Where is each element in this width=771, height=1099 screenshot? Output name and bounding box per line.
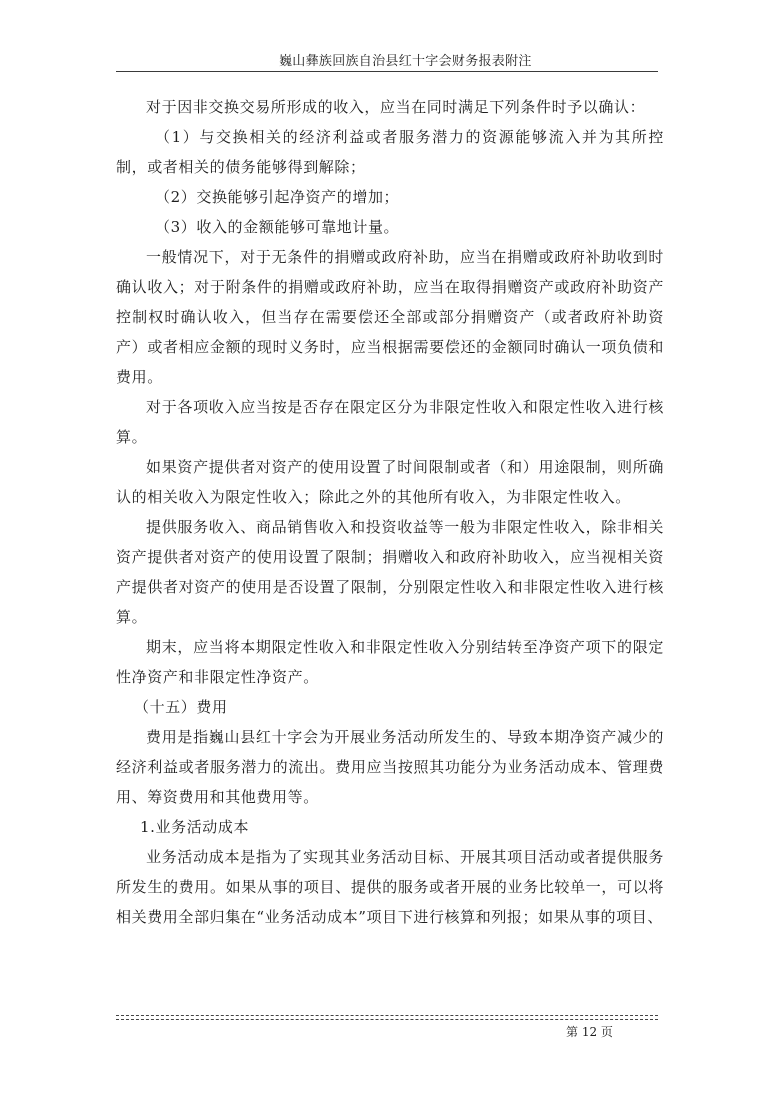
header-rule [116, 71, 658, 72]
paragraph-restricted-definition: 如果资产提供者对资产的使用设置了时间限制或者（和）用途限制，则所确认的相关收入为限定性收入；除此之外的其他所有收入，为非限定性收入。 [116, 458, 664, 506]
paragraph-restricted-classification: 对于各项收入应当按是否存在限定区分为非限定性收入和限定性收入进行核算。 [116, 398, 664, 446]
paragraph-condition-3: （3）收入的金额能够可靠地计量。 [155, 218, 400, 236]
section-heading-expenses: （十五）费用 [134, 698, 228, 716]
paragraph-donation-recognition: 一般情况下，对于无条件的捐赠或政府补助，应当在捐赠或政府补助收到时确认收入；对于附条件的捐赠或政府补助，应当在取得捐赠资产或政府补助资产控制权时确认收入，但当存在需要偿还全部或部分捐赠资产（或者政府补助资产）或者相应金额的现时义务时，应当根据需要偿还的金额同时确认一项负债和费用。 [116, 248, 664, 386]
header-title: 巍山彝族回族自治县红十字会财务报表附注 [279, 54, 532, 69]
paragraph-expense-definition: 费用是指巍山县红十字会为开展业务活动所发生的、导致本期净资产减少的经济利益或者服务潜力的流出。费用应当按照其功能分为业务活动成本、管理费用、筹资费用和其他费用等。 [116, 728, 664, 806]
paragraph-business-activity-cost: 业务活动成本是指为了实现其业务活动目标、开展其项目活动或者提供服务所发生的费用。如果从事的项目、提供的服务或者开展的业务比较单一，可以将相关费用全部归集在“业务活动成本”项目下进行核算和列报；如果从事的项目、 [116, 848, 664, 926]
page-number: 第 12 页 [566, 1025, 613, 1039]
paragraph-recognition-conditions: 对于因非交换交易所形成的收入，应当在同时满足下列条件时予以确认： [146, 98, 646, 116]
paragraph-condition-2: （2）交换能够引起净资产的增加； [155, 188, 400, 206]
paragraph-service-income: 提供服务收入、商品销售收入和投资收益等一般为非限定性收入，除非相关资产提供者对资产的使用设置了限制；捐赠收入和政府补助收入，应当视相关资产提供者对资产的使用是否设置了限制，分别限定性收入和非限定性收入进行核算。 [116, 518, 664, 626]
paragraph-condition-1: （1）与交换相关的经济利益或者服务潜力的资源能够流入并为其所控制，或者相关的债务能够得到解除； [116, 128, 664, 176]
body-text [116, 92, 664, 932]
footer-rule [116, 1015, 658, 1016]
subheading-business-activity-cost: 1.业务活动成本 [140, 818, 250, 836]
footer-rule-secondary [116, 1019, 658, 1020]
paragraph-period-end-transfer: 期末，应当将本期限定性收入和非限定性收入分别结转至净资产项下的限定性净资产和非限定性净资产。 [116, 638, 664, 686]
